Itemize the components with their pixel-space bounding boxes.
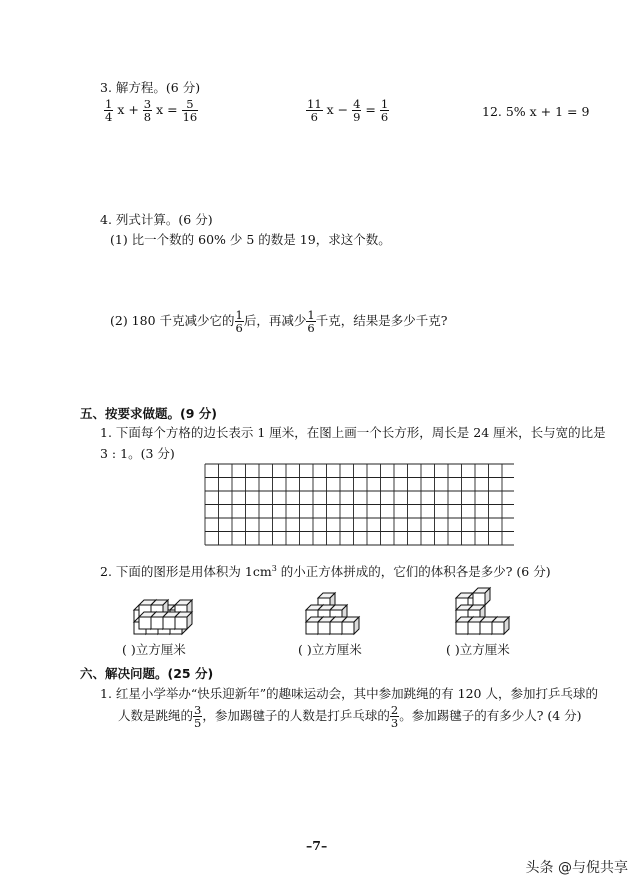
- watermark: 头条 @与倪共享: [525, 860, 628, 876]
- eq1-op2: x =: [156, 102, 178, 118]
- equation-2: [306, 98, 389, 123]
- s6-q1-line1: 1. 红星小学举办“快乐迎新年”的趣味运动会，其中参加跳绳的有 120 人，参加打乒乓球的: [100, 686, 598, 701]
- s5-q1-line1: 1. 下面每个方格的边长表示 1 厘米，在图上画一个长方形，周长是 24 厘米，长与宽的比是: [100, 425, 606, 440]
- s6-frac-2: $\frac{2}{3}$: [390, 703, 399, 731]
- cube-figure-2: [302, 584, 392, 636]
- cube-figure-3: [452, 584, 542, 636]
- eq2-frac-3: $\frac{1}{6}$: [380, 97, 389, 125]
- s6-frac-1: $\frac{3}{5}$: [194, 703, 202, 731]
- answer-3[interactable]: ( )立方厘米: [446, 642, 510, 657]
- eq1-frac-1: $\frac{1}{4}$: [105, 97, 113, 125]
- eq1-frac-3: $\frac{5}{16}$: [182, 97, 198, 125]
- eq2-frac-1: $\frac{11}{6}$: [307, 97, 322, 125]
- q4-frac-2: $\frac{1}{6}$: [307, 308, 315, 336]
- s5-q2-line: 2. 下面的图形是用体积为 $1cm^3$ 的小正方体拼成的，它们的体积各是多少? (6 分): [100, 563, 551, 579]
- unit-cube: [492, 617, 509, 634]
- section-6-heading: 六、解决问题。(25 分): [80, 666, 214, 681]
- unit-cube: [175, 612, 192, 629]
- unit-cube: [342, 617, 359, 634]
- q4-frac-1: $\frac{1}{6}$: [235, 308, 243, 336]
- equation-1: [104, 98, 198, 123]
- q4-part-1: (1) 比一个数的 60% 少 5 的数是 19，求这个数。: [110, 232, 391, 247]
- unit-cube: [473, 588, 490, 605]
- eq1-op1: x +: [117, 102, 139, 118]
- eq2-op1: x −: [326, 102, 349, 118]
- eq2-op2: =: [365, 102, 376, 118]
- q4-part-2: (2) 180 千克减少它的 $\frac{1}{6}$ 后，再减少 $\frac{1}{6}$ 千克，结果是多少千克?: [110, 308, 448, 336]
- answer-1[interactable]: ( )立方厘米: [122, 642, 186, 657]
- section-5-heading: 五、按要求做题。(9 分): [80, 406, 217, 421]
- s6-q1-line2: 人数是跳绳的 $\frac{3}{5}$ ，参加踢毽子的人数是打乒乓球的 $\frac{2}{3}$ 。参加踢毽子的有多少人? (4 分): [118, 703, 582, 731]
- q4-heading: 4. 列式计算。(6 分): [100, 212, 213, 227]
- s5-q1-line2: 3 : 1。(3 分): [100, 446, 175, 461]
- page-number: –7–: [306, 838, 328, 853]
- answer-2[interactable]: ( )立方厘米: [298, 642, 362, 657]
- cube-figure-1: [130, 584, 220, 636]
- eq2-frac-2: $\frac{4}{9}$: [353, 97, 361, 125]
- square-grid[interactable]: [204, 463, 514, 559]
- q3-heading: 3. 解方程。(6 分): [100, 80, 201, 95]
- equation-3: 12. 5% x + 1 = 9: [482, 104, 590, 119]
- eq1-frac-2: $\frac{3}{8}$: [143, 97, 152, 125]
